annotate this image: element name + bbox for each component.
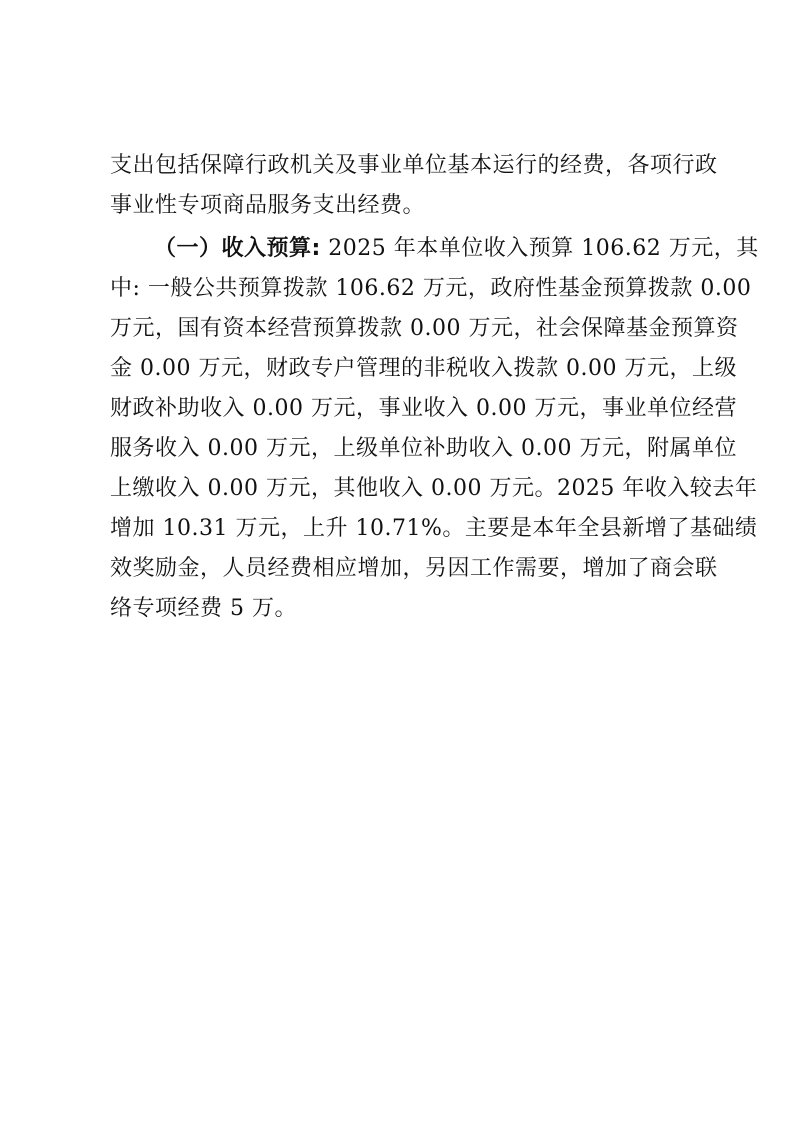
paragraph-line: 财政补助收入 0.00 万元，事业收入 0.00 万元，事业单位经营 — [110, 396, 737, 421]
paragraph-line: 效奖励金，人员经费相应增加，另因工作需要，增加了商会联 — [110, 556, 718, 581]
paragraph-line: 络专项经费 5 万。 — [110, 596, 297, 621]
paragraph-line: 中: 一般公共预算拨款 106.62 万元，政府性基金预算拨款 0.00 — [110, 276, 752, 301]
paragraph-line: 增加 10.31 万元，上升 10.71%。主要是本年全县新增了基础绩 — [110, 516, 758, 541]
section-first-line — [110, 229, 759, 269]
paragraph-line: 上缴收入 0.00 万元，其他收入 0.00 万元。2025 年收入较去年 — [110, 476, 758, 501]
paragraph-line: 金 0.00 万元，财政专户管理的非税收入拨款 0.00 万元，上级 — [110, 356, 737, 381]
section-first-line-text: 2025 年本单位收入预算 106.62 万元，其 — [320, 236, 759, 261]
paragraph-line: 支出包括保障行政机关及事业单位基本运行的经费，各项行政 — [110, 153, 718, 178]
paragraph-line: 服务收入 0.00 万元，上级单位补助收入 0.00 万元，附属单位 — [110, 436, 737, 461]
paragraph-line: 万元，国有资本经营预算拨款 0.00 万元，社会保障基金预算资 — [110, 316, 739, 341]
document-body — [110, 146, 759, 629]
section-heading: （一）收入预算: — [154, 236, 321, 261]
paragraph-line: 事业性专项商品服务支出经费。 — [110, 193, 426, 218]
